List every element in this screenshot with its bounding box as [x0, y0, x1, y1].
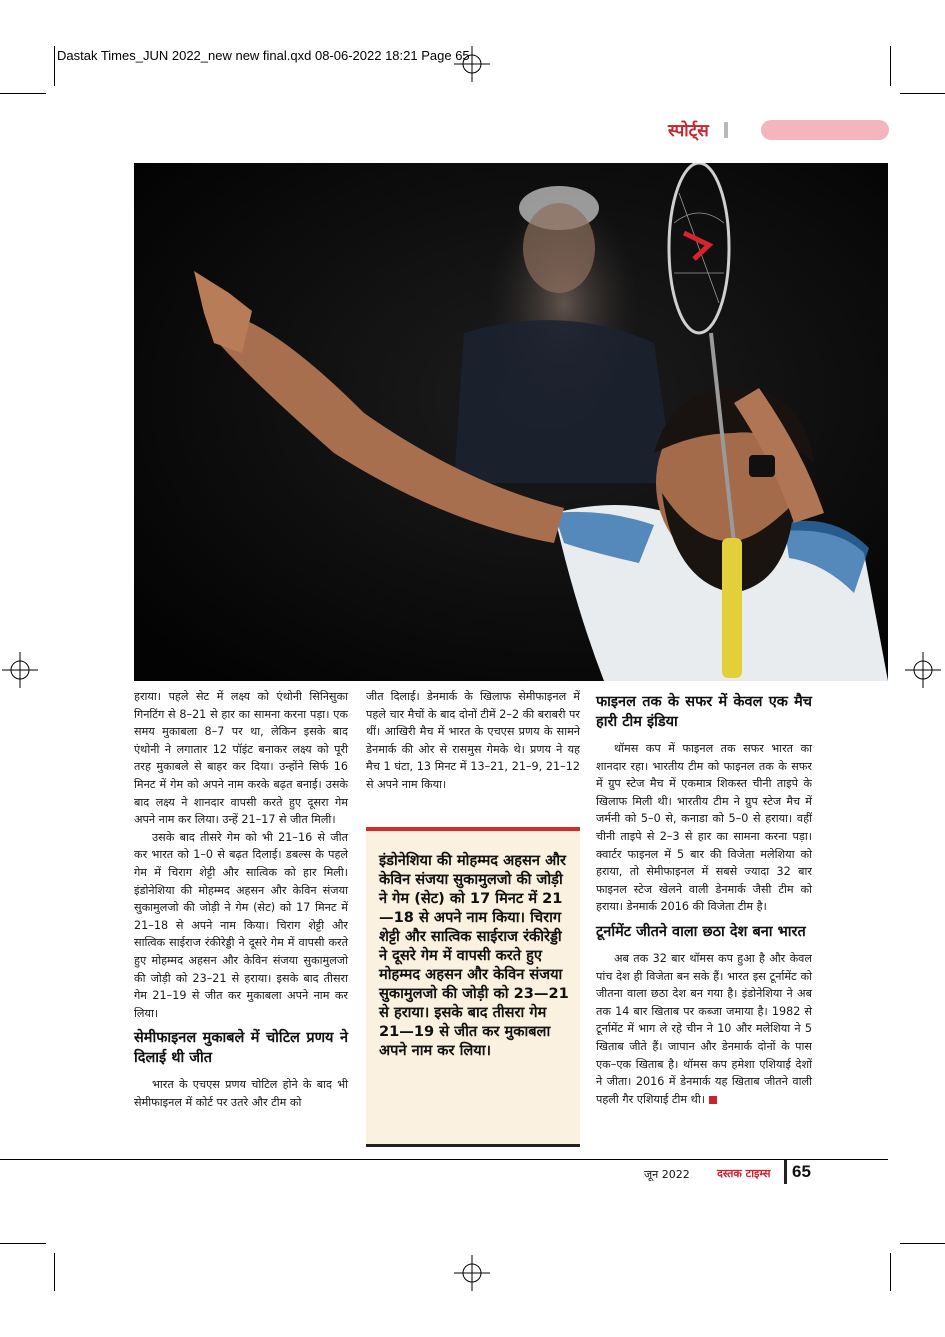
pull-quote-text: इंडोनेशिया की मोहम्मद अहसन और केविन संजया सुकामुलजो की जोड़ी ने गेम (सेट) को 17 मिनट में 21—18 से अपने नाम किया। चिराग शेट्टी और सात्विक साईराज रंकीरेड्डी ने दूसरे गेम में वापसी करते हुए मोहम्मद अहसन और केविन संजया सुकामुलजो की जोड़ी को 23—21 से हराया। इसके बाद तीसरा गेम 21—19 से जीत कर मुकाबला अपने नाम कर लिया।	[379, 852, 569, 1059]
paragraph: हराया। पहले सेट में लक्ष्य को एंथोनी सिनिसुका गिनटिंग से 8–21 से हार का सामना करना पड़ा। एक समय मुकाबला 8–7 पर था, लेकिन इसके बाद एंथोनी ने लगातार 12 पॉइंट बनाकर लक्ष्य को पूरी तरह मुकाबले से बाहर कर दिया। उन्होंने सिर्फ 16 मिनट में गेम को अपने नाम करके बढ़त बनाई। उसके बाद लक्ष्य ने शानदार वापसी करते हुए दूसरा गेम अपने नाम कर लिया। उन्हें 21–17 से जीत मिली।	[134, 690, 348, 827]
article-column-3	[596, 688, 812, 1108]
pull-quote-bottom-rule	[366, 1144, 580, 1147]
pull-quote-top-rule	[366, 827, 580, 831]
footer-rule	[0, 1159, 888, 1160]
crop-mark	[900, 93, 945, 94]
registration-mark-icon	[454, 1255, 490, 1291]
paragraph	[596, 950, 812, 1108]
paragraph: भारत के एचएस प्रणय चोटिल होने के बाद भी सेमीफाइनल में कोर्ट पर उतरे और टीम को	[134, 1078, 348, 1109]
section-divider	[724, 122, 728, 138]
section-pill	[761, 120, 889, 140]
subheading: फाइनल तक के सफर में केवल एक मैच हारी टीम इंडिया	[596, 694, 812, 730]
crop-mark	[890, 1253, 891, 1291]
crop-mark	[54, 46, 55, 86]
footer-separator	[784, 1160, 787, 1184]
registration-mark-icon	[2, 652, 38, 688]
subheading: टूर्नामेंट जीतने वाला छठा देश बना भारत	[596, 923, 806, 940]
registration-mark-icon	[454, 46, 490, 82]
crop-mark	[900, 1243, 945, 1244]
section-label: स्पोर्ट्स	[668, 121, 709, 141]
page-number: 65	[792, 1162, 811, 1181]
paragraph: उसके बाद तीसरे गेम को भी 21–16 से जीत कर भारत को 1–0 से बढ़त दिलाई। डबल्स के पहले गेम में चिराग शेट्टी और सात्विक को हार मिली। इंडोनेशिया की मोहम्मद अहसन और केविन संजया सुकामुलजो की जोड़ी ने गेम (सेट) को 17 मिनट में 21–18 से अपने नाम किया। चिराग शेट्टी और सात्विक साईराज रंकीरेड्डी ने दूसरे गेम में वापसी करते हुए मोहम्मद अहसन और केविन संजया सुकामुलजो की जोड़ी को 23–21 से हराया। इसके बाद तीसरा गेम 21–19 से जीत कर मुकाबला अपने नाम कर लिया।	[134, 830, 348, 1020]
crop-mark	[0, 1243, 46, 1244]
pull-quote	[366, 827, 580, 1147]
hero-photo	[134, 163, 888, 681]
subheading: सेमीफाइनल मुकाबले में चोटिल प्रणय ने दिलाई थी जीत	[134, 1030, 348, 1067]
crop-mark	[890, 46, 891, 86]
crop-mark	[54, 1253, 55, 1291]
article-column-2	[366, 688, 580, 794]
article-column-1	[134, 688, 348, 1111]
paragraph-text: अब तक 32 बार थॉमस कप हुआ है और केवल पांच देश ही विजेता बन सके हैं। भारत इस टूर्नामेंट को जीतना वाला छठा देश बन गया है। इंडोनेशिया ने अब तक 14 बार खिताब पर कब्जा जमाया है। 1982 से टूर्नामेंट में भाग ले रहे चीन ने 10 और मलेशिया ने 5 खिताब जीते हैं। जापान और डेनमार्क दोनों के पास एक–एक खिताब है। थॉमस कप हमेशा एशियाई देशों ने जीता। 2016 में डेनमार्क यह खिताब जीतने वाली पहली गैर एशियाई टीम थी।	[596, 951, 812, 1106]
issue-date: जून 2022	[644, 1168, 690, 1181]
crop-mark	[0, 93, 46, 94]
badminton-player-illustration	[134, 163, 888, 681]
paragraph: थॉमस कप में फाइनल तक सफर भारत का शानदार रहा। भारतीय टीम को फाइनल तक के सफर में ग्रुप स्टेज मैच में एकमात्र शिकस्त चीनी ताइपे के खिलाफ मिली थी। भारतीय टीम ने ग्रुप स्टेज मैच में जर्मनी को 5–0 से, कनाडा को 5–0 से हराया। वहीं चीनी ताइपे से 2–3 से हार का सामना करना पड़ा। क्वार्टर फाइनल में 5 बार की विजेता मलेशिया को हराया, तो सेमीफाइनल में सबसे ज्यादा 32 बार फाइनल स्टेज खेलने वाली डेनमार्क जैसी टीम को हराया। डेनमार्क 2016 की विजेता टीम है।	[596, 742, 812, 914]
registration-mark-icon	[905, 652, 941, 688]
magazine-logo: दस्तक टाइम्स	[717, 1167, 771, 1180]
print-slug: Dastak Times_JUN 2022_new new final.qxd 08-06-2022 18:21 Page 65	[57, 48, 470, 63]
paragraph: जीत दिलाई। डेनमार्क के खिलाफ सेमीफाइनल में पहले चार मैचों के बाद दोनों टीमें 2–2 की बराबरी पर थीं। आखिरी मैच में भारत के एचएस प्रणय के सामने डेनमार्क की ओर से रासमुस गेमके थे। प्रणय ने यह मैच 1 घंटा, 13 मिनट में 13–21, 21–9, 21–12 से अपने नाम किया।	[366, 690, 580, 791]
end-mark-icon	[709, 1096, 717, 1104]
